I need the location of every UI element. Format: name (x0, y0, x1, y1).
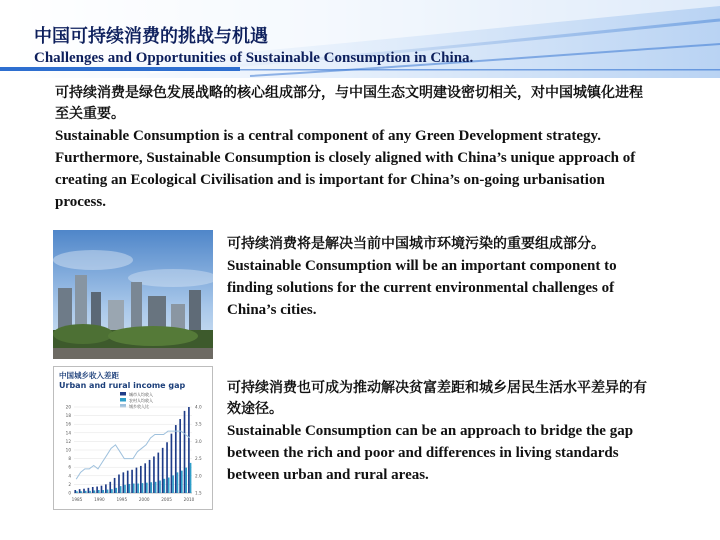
slide-title-chinese: 中国可持续消费的挑战与机遇 (34, 26, 268, 47)
rural-income-bar (120, 486, 122, 493)
text-block-2-chinese: 可持续消费将是解决当前中国城市环境污染的重要组成部分。 (227, 236, 605, 252)
y-right-tick-label: 3.0 (195, 438, 202, 444)
y-left-tick-label: 0 (68, 490, 71, 496)
chart-title-chinese: 中国城乡收入差距 (59, 371, 119, 380)
urban-income-bar (175, 425, 177, 493)
y-left-tick-label: 14 (65, 430, 71, 436)
rural-income-bar (137, 484, 139, 493)
urban-income-bar (136, 468, 138, 493)
rural-income-bar (164, 479, 166, 493)
rural-income-bar (111, 489, 113, 493)
urban-income-bar (188, 407, 190, 493)
rural-income-bar (129, 484, 131, 493)
urban-income-bar (83, 489, 85, 493)
urban-income-bar (92, 487, 94, 493)
x-tick-label: 2000 (138, 497, 150, 502)
legend-swatch (120, 392, 126, 396)
rural-income-bar (80, 491, 82, 493)
text-block-3 (227, 378, 657, 486)
slide-title-english: Challenges and Opportunities of Sustainable Consumption in China. (34, 50, 474, 66)
urban-income-bar (114, 478, 116, 493)
y-right-tick-label: 4.0 (195, 404, 202, 410)
urban-income-bar (162, 448, 164, 493)
ratio-series-line (76, 431, 190, 479)
legend-label: 农村人均收入 (129, 398, 153, 403)
urban-income-bar (105, 484, 107, 493)
urban-income-bar (166, 442, 168, 493)
urban-income-bar (118, 475, 120, 493)
chart-title-english: Urban and rural income gap (59, 381, 186, 390)
rural-income-bar (155, 482, 157, 493)
x-tick-label: 1985 (71, 497, 83, 502)
y-left-tick-label: 2 (68, 481, 71, 487)
city-skyline-photo (53, 230, 213, 359)
y-left-tick-label: 18 (65, 413, 71, 419)
urban-income-bar (131, 470, 133, 493)
y-left-tick-label: 12 (65, 438, 71, 444)
urban-income-bar (79, 489, 81, 493)
rural-income-bar (168, 478, 170, 493)
rural-income-bar (76, 491, 78, 493)
y-left-tick-label: 6 (68, 464, 71, 470)
rural-income-bar (190, 463, 192, 493)
urban-income-bar (144, 463, 146, 493)
text-block-2 (227, 234, 657, 321)
rural-income-bar (159, 481, 161, 493)
y-right-tick-label: 2.5 (195, 456, 202, 462)
rural-income-bar (89, 491, 91, 493)
x-tick-label: 1995 (116, 497, 128, 502)
urban-income-bar (140, 466, 142, 493)
urban-income-bar (157, 453, 159, 493)
rural-income-bar (107, 490, 109, 493)
y-left-tick-label: 4 (68, 473, 71, 479)
text-block-1-chinese: 可持续消费是绿色发展战略的核心组成部分，与中国生态文明建设密切相关，对中国城镇化进程至关重要。 (55, 85, 643, 122)
rural-income-bar (142, 483, 144, 493)
y-right-tick-label: 2.0 (195, 473, 202, 479)
y-left-tick-label: 20 (65, 404, 71, 410)
urban-income-bar (123, 472, 125, 493)
y-right-tick-label: 1.5 (195, 490, 202, 496)
chart-legend (120, 391, 153, 409)
urban-income-bar (153, 456, 155, 493)
urban-income-bar (74, 490, 76, 493)
rural-income-bar (133, 484, 135, 493)
urban-income-bar (127, 471, 129, 493)
income-gap-chart-svg (54, 367, 212, 509)
urban-income-bar (149, 460, 151, 493)
urban-income-bar (96, 487, 98, 493)
text-block-3-chinese: 可持续消费也可成为推动解决贫富差距和城乡居民生活水平差异的有效途径。 (227, 380, 647, 417)
rural-income-bar (85, 491, 87, 493)
y-left-tick-label: 10 (65, 447, 71, 453)
text-block-2-english: Sustainable Consumption will be an important component to finding solutions for the current environmental challenges of China’s cities. (227, 258, 617, 318)
rural-income-bar (146, 483, 148, 493)
legend-label: 城市人均收入 (129, 392, 153, 397)
urban-income-bar (88, 488, 90, 493)
header-banner (0, 0, 720, 78)
rural-income-bar (98, 490, 100, 493)
legend-swatch (120, 398, 126, 402)
y-left-tick-label: 16 (65, 421, 71, 427)
rural-income-bar (185, 468, 187, 493)
rural-income-bar (124, 485, 126, 493)
x-tick-label: 2005 (161, 497, 172, 502)
x-tick-label: 2010 (183, 497, 195, 502)
x-tick-label: 1990 (94, 497, 105, 502)
legend-label: 城乡收入比 (129, 404, 149, 409)
y-left-tick-label: 8 (68, 456, 71, 462)
rural-income-bar (115, 488, 117, 493)
text-block-3-english: Sustainable Consumption can be an approach to bridge the gap between the rich and poor and differences in living standards between urban and rural areas. (227, 423, 634, 483)
rural-income-bar (150, 482, 152, 493)
rural-income-bar (94, 490, 96, 493)
rural-income-bar (177, 472, 179, 493)
text-block-1-english: Sustainable Consumption is a central component of any Green Development strategy. Furthermore, Sustainable Consumption is closely aligned with China’s unique approach of creating an Ecological Civilisation and is important for China’s on-going urbanisation process. (55, 128, 636, 210)
text-block-1 (55, 83, 645, 213)
rural-income-bar (102, 490, 104, 493)
urban-income-bar (101, 486, 103, 493)
urban-income-bar (184, 411, 186, 493)
income-gap-chart (53, 366, 213, 510)
urban-income-bar (179, 419, 181, 493)
urban-income-bar (171, 434, 173, 493)
rural-income-bar (181, 471, 183, 493)
y-right-tick-label: 3.5 (195, 421, 202, 427)
urban-income-bar (109, 482, 111, 493)
rural-income-bar (172, 475, 174, 493)
